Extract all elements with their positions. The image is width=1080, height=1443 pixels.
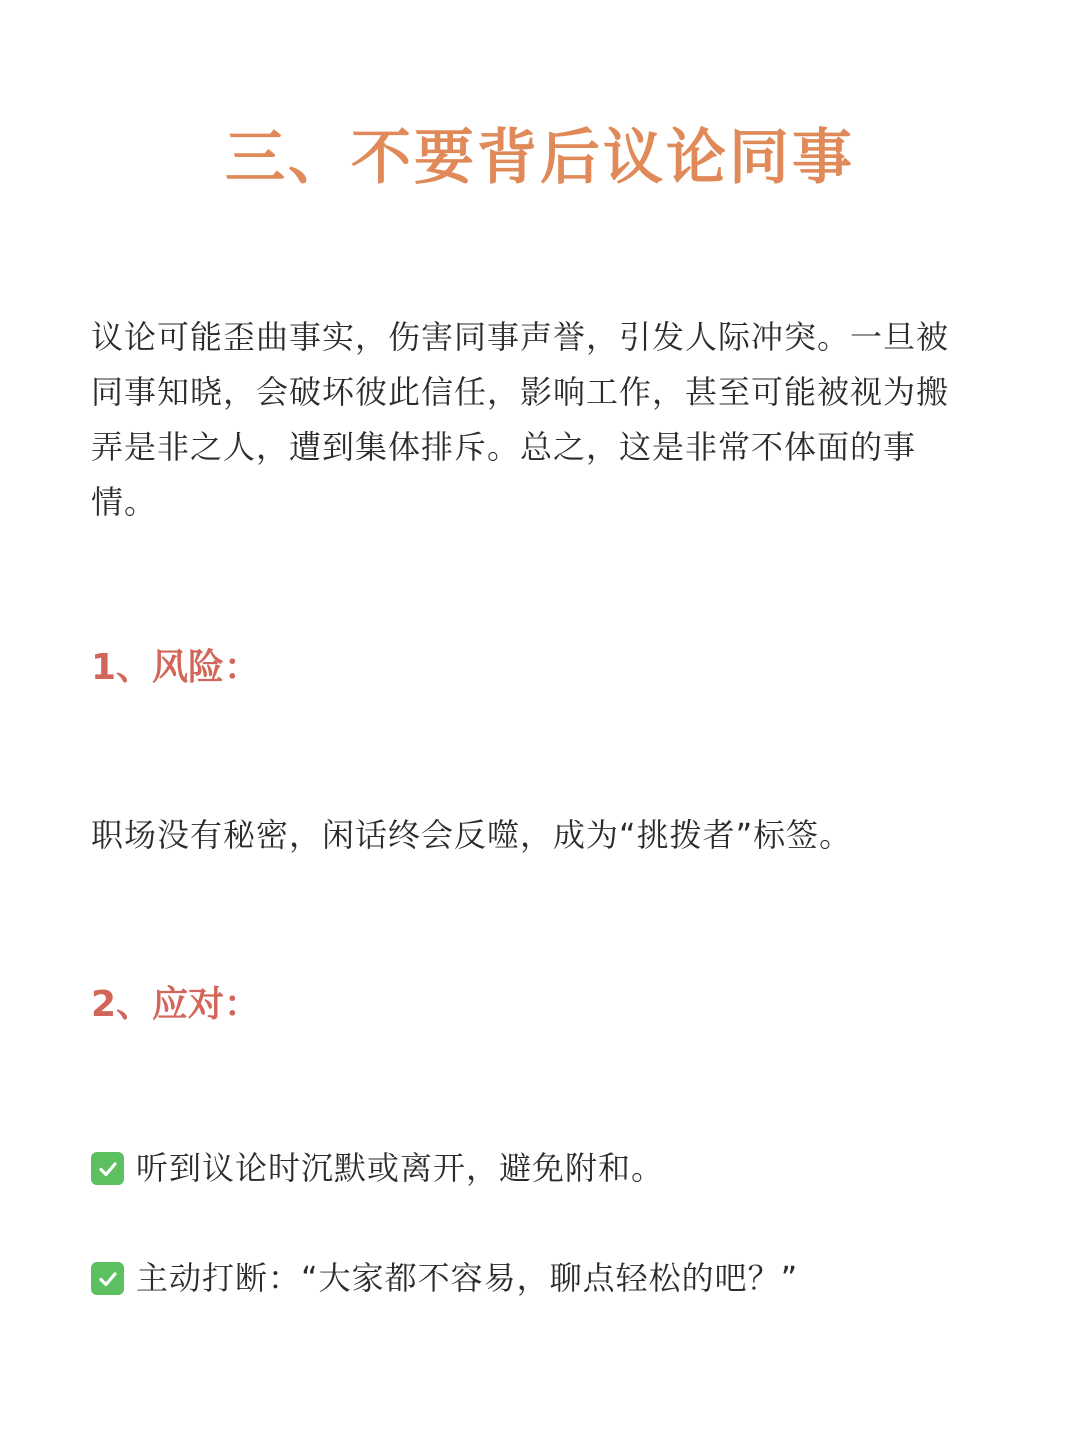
risk-heading: 1、风险： — [91, 647, 261, 688]
tip-text: 听到议论时沉默或离开，避免附和。 — [136, 1149, 665, 1187]
check-mark-icon — [91, 1262, 124, 1295]
intro-paragraph: 议论可能歪曲事实，伤害同事声誉，引发人际冲突。一旦被同事知晓，会破坏彼此信任，影响工作，甚至可能被视为搬弄是非之人，遭到集体排斥。总之，这是非常不体面的事情。 — [91, 318, 950, 521]
risk-text: 职场没有秘密，闲话终会反噬，成为“挑拨者”标签。 — [91, 816, 853, 854]
response-heading: 2、应对： — [91, 984, 261, 1025]
check-mark-icon — [91, 1152, 124, 1185]
tip-item — [91, 1251, 1011, 1306]
tip-item — [91, 1141, 1011, 1196]
tip-text: 主动打断：“大家都不容易，聊点轻松的吧？” — [136, 1259, 799, 1297]
page-title: 三、不要背后议论同事 — [225, 123, 855, 193]
